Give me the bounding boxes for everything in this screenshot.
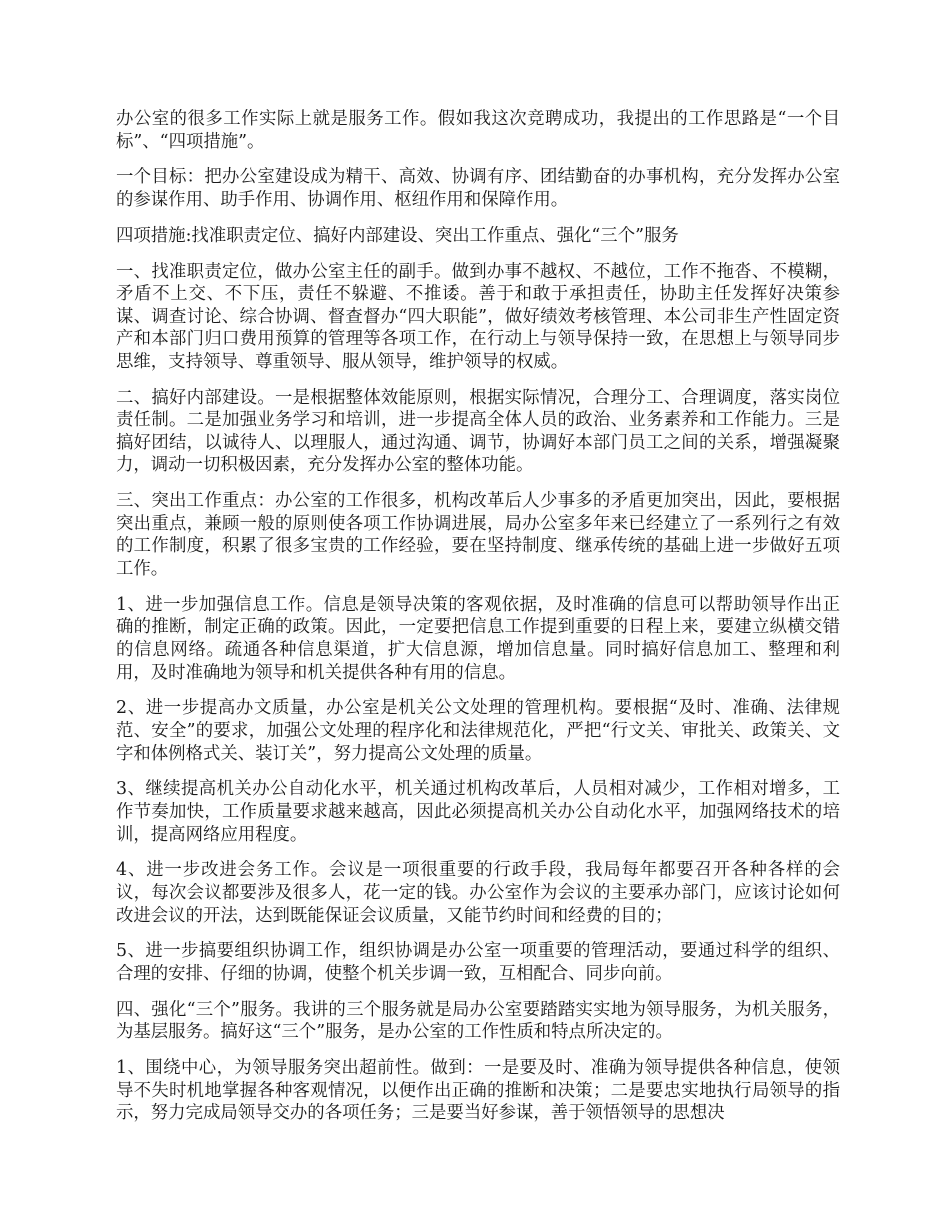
paragraph-intro: 办公室的很多工作实际上就是服务工作。假如我这次竞聘成功，我提出的工作思路是“一个目标”、“四项措施”。 — [116, 109, 840, 152]
paragraph-service-1: 1、围绕中心，为领导服务突出超前性。做到：一是要及时、准确为领导提供各种信息，使领导不失时机地掌握各种客观情况，以便作出正确的推断和决策；二是要忠实地执行局领导的指示，努力完成局领导交办的各项任务；三是要当好参谋，善于领悟领导的思想决 — [116, 1058, 840, 1124]
paragraph-item-4: 4、进一步改进会务工作。会议是一项很重要的行政手段，我局每年都要召开各种各样的会议，每次会议都要涉及很多人，花一定的钱。办公室作为会议的主要承办部门，应该讨论如何改进会议的开法，达到既能保证会议质量，又能节约时间和经费的目的； — [116, 860, 840, 926]
paragraph-section-4: 四、强化“三个”服务。我讲的三个服务就是局办公室要踏踏实实地为领导服务，为机关服务，为基层服务。搞好这“三个”服务，是办公室的工作性质和特点所决定的。 — [116, 999, 840, 1043]
paragraph-section-3: 三、突出工作重点：办公室的工作很多，机构改革后人少事多的矛盾更加突出，因此，要根据突出重点，兼顾一般的原则使各项工作协调进展，局办公室多年来已经建立了一系列行之有效的工作制度，积累了很多宝贵的工作经验，要在坚持制度、继承传统的基础上进一步做好五项工作。 — [116, 491, 840, 580]
paragraph-item-3: 3、继续提高机关办公自动化水平，机关通过机构改革后，人员相对减少，工作相对增多，工作节奏加快，工作质量要求越来越高，因此必须提高机关办公自动化水平，加强网络技术的培训，提高网络应用程度。 — [116, 779, 840, 845]
paragraph-one-goal: 一个目标：把办公室建设成为精干、高效、协调有序、团结勤奋的办事机构，充分发挥办公室的参谋作用、助手作用、协调作用、枢纽作用和保障作用。 — [116, 167, 840, 210]
paragraph-item-1: 1、进一步加强信息工作。信息是领导决策的客观依据，及时准确的信息可以帮助领导作出正确的推断，制定正确的政策。因此，一定要把信息工作提到重要的日程上来，要建立纵横交错的信息网络。疏通各种信息渠道，扩大信息源，增加信息量。同时搞好信息加工、整理和利用，及时准确地为领导和机关提供各种有用的信息。 — [116, 594, 840, 683]
paragraph-section-1: 一、找准职责定位，做办公室主任的副手。做到办事不越权、不越位，工作不拖沓、不模糊，矛盾不上交、不下压，责任不躲避、不推诿。善于和敢于承担责任，协助主任发挥好决策参谋、调查讨论、综合协调、督查督办“四大职能”，做好绩效考核管理、本公司非生产性固定资产和本部门归口费用预算的管理等各项工作，在行动上与领导保持一致，在思想上与领导同步思维，支持领导、尊重领导、服从领导，维护领导的权威。 — [116, 261, 840, 372]
paragraph-section-2: 二、搞好内部建设。一是根据整体效能原则，根据实际情况，合理分工、合理调度，落实岗位责任制。二是加强业务学习和培训，进一步提高全体人员的政治、业务素养和工作能力。三是搞好团结，以诚待人、以理服人，通过沟通、调节，协调好本部门员工之间的关系，增强凝聚力，调动一切积极因素，充分发挥办公室的整体功能。 — [116, 387, 840, 476]
paragraph-item-2: 2、进一步提高办文质量，办公室是机关公文处理的管理机构。要根据“及时、准确、法律规范、安全”的要求，加强公文处理的程序化和法律规范化，严把“行文关、审批关、政策关、文字和体例格式关、装订关”，努力提高公文处理的质量。 — [116, 698, 840, 764]
paragraph-item-5: 5、进一步搞要组织协调工作，组织协调是办公室一项重要的管理活动，要通过科学的组织、合理的安排、仔细的协调，使整个机关步调一致，互相配合、同步向前。 — [116, 941, 840, 984]
paragraph-four-measures: 四项措施:找准职责定位、搞好内部建设、突出工作重点、强化“三个”服务 — [116, 225, 679, 246]
document-body — [116, 108, 840, 1138]
